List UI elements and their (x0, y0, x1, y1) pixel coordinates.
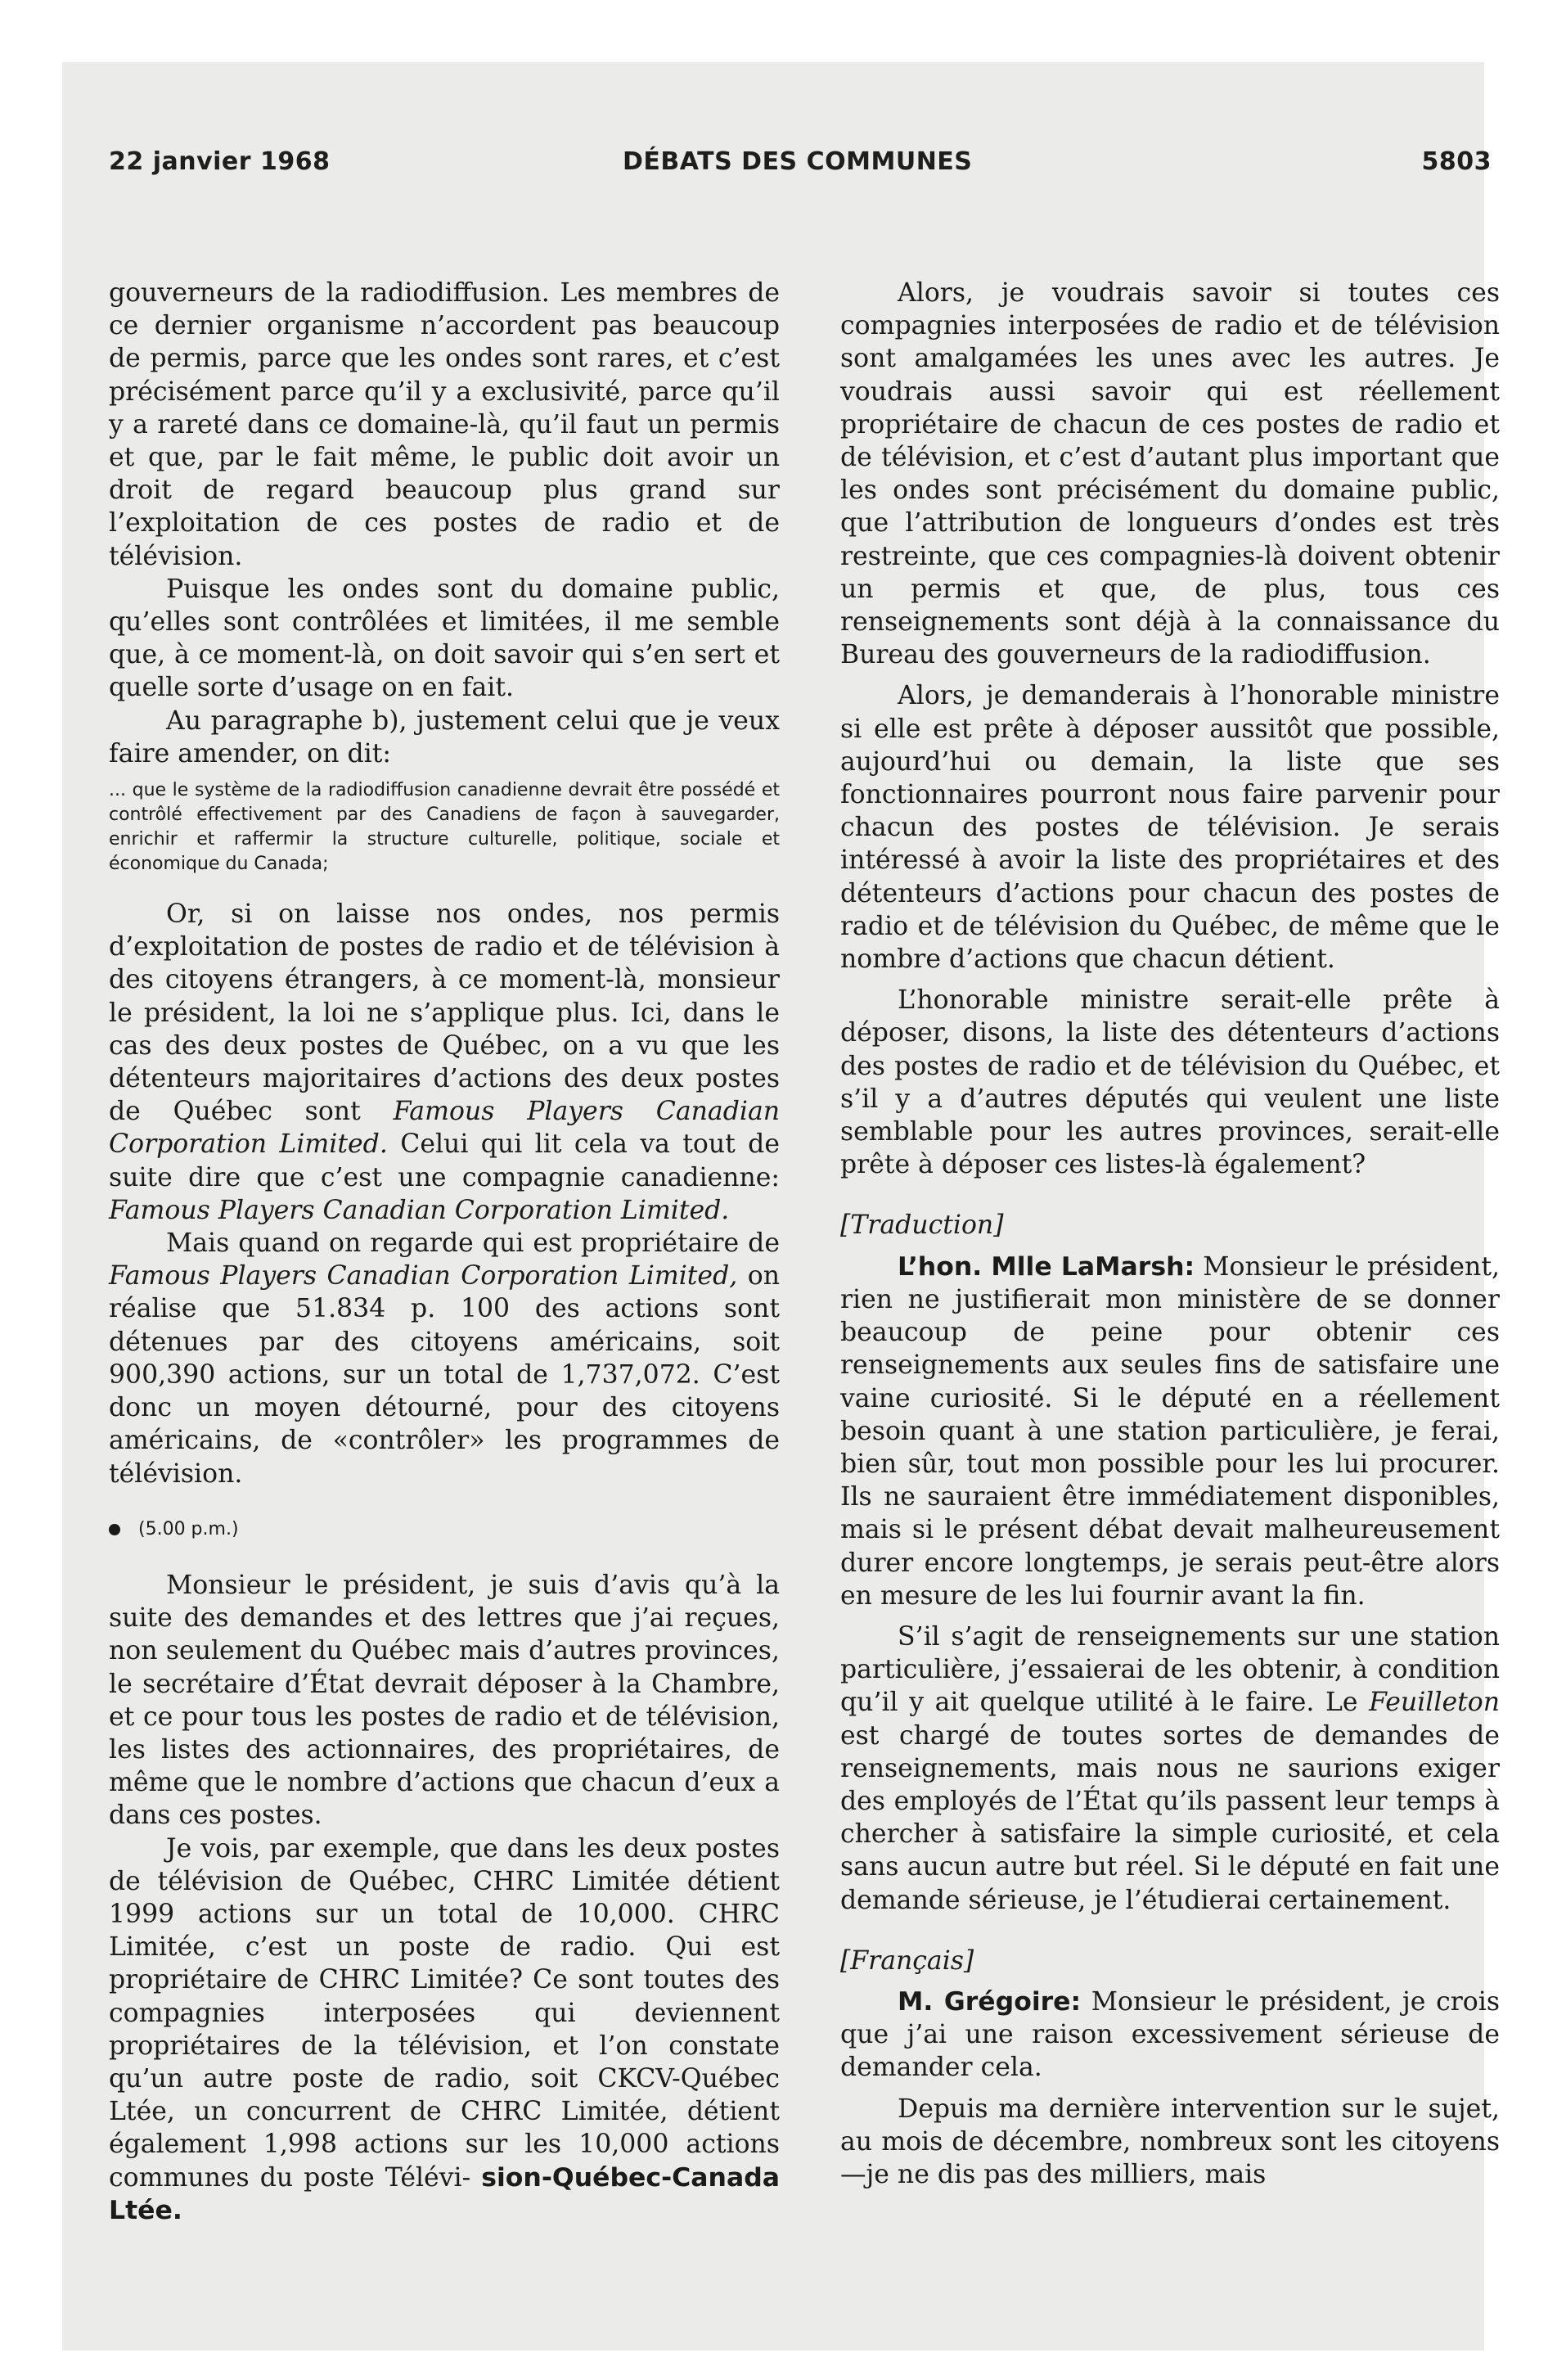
paragraph-text: est chargé de toutes sortes de demandes de renseignements, mais nous ne saurions exiger des employés de l’État qu’ils passent leur temps à chercher à satisfaire la simple curiosité, et cela sans aucun autre but réel. Si le député en fait une demande sérieuse, je l’étudierai certainement. (840, 1720, 1500, 1915)
translation-rubric: [Traduction] (840, 1210, 1004, 1241)
right-column (840, 277, 1500, 2191)
paragraph-text: Celui qui lit cela va tout de suite dire que c’est une compagnie canadienne: (109, 1129, 780, 1192)
page-header (109, 147, 1492, 196)
speaker-name: L’hon. Mlle LaMarsh: (898, 1251, 1195, 1282)
speaker-name: M. Grégoire: (898, 1986, 1082, 2017)
paragraph-text: Monsieur le président, rien ne justifierait mon ministère de se donner beaucoup de peine pour obtenir ces renseignements aux seules fins de satisfaire une vaine curiosité. Si le député en a réellement besoin quant à une station particulière, je ferai, bien sûr, tout mon possible pour les lui procurer. Ils ne sauraient être immédiatement disponibles, mais si le présent débat devait malheureusement durer encore longtemps, je serais peut-être alors en mesure de les lui fournir avant la fin. (840, 1251, 1500, 1611)
header-date: 22 janvier 1968 (109, 147, 331, 176)
paragraph (109, 1832, 780, 2227)
paragraph-text: Or, si on laisse nos ondes, nos permis d’exploitation de postes de radio et de télévision à des citoyens étrangers, à ce moment-là, monsieur le président, la loi ne s’applique plus. Ici, dans le cas des deux postes de Québec, on a vu que les détenteurs majoritaires d’actions des deux postes de Québec sont (109, 899, 780, 1127)
quotation-text: ... que le système de la radiodiffusion canadienne devrait être possédé et contrôlé effectivement par des Canadiens de façon à sauvegarder, enrichir et raffermir la structure culturelle, politique, sociale et économique du Canada; (109, 780, 780, 875)
paragraph (840, 1620, 1500, 1917)
bullet-icon (109, 1524, 120, 1535)
italic-company-name: Famous Players Canadian Corporation Limited. (109, 1097, 781, 1160)
paragraph: Au paragraphe b), justement celui que je veux faire amender, on dit: (109, 705, 780, 769)
paragraph (840, 1251, 1500, 1612)
paragraph-text-end: sion-Québec-Canada Ltée. (109, 2162, 781, 2225)
paragraph-text: Mais quand on regarde qui est propriétaire de (166, 1228, 780, 1259)
language-rubric: [Français] (840, 1945, 974, 1976)
header-page-number: 5803 (1421, 147, 1492, 176)
paragraph-text: Monsieur le président, je crois que j’ai une raison excessivement sérieuse de demander cela. (840, 1986, 1501, 2083)
header-title: DÉBATS DES COMMUNES (623, 147, 973, 176)
time-text: (5.00 p.m.) (138, 1518, 239, 1539)
italic-company-name: Famous Players Canadian Corporation Limited. (109, 1195, 730, 1225)
paragraph-text: on réalise que 51.834 p. 100 des actions sont détenues par des citoyens américains, soit 900,390 actions, sur un total de 1,737,072. C’est donc un moyen détourné, pour des citoyens américains, de «contrôler» les programmes de télévision. (109, 1261, 781, 1489)
paragraph: Puisque les ondes sont du domaine public, qu’elles sont contrôlées et limitées, il me semble que, à ce moment-là, on doit savoir qui s’en sert et quelle sorte d’usage on en fait. (109, 574, 780, 703)
left-column (109, 277, 780, 2227)
time-marker (109, 1513, 780, 1546)
paragraph (109, 1227, 780, 1490)
quotation (109, 778, 780, 877)
paragraph-text: S’il s’agit de renseignements sur une station particulière, j’essaierai de les obtenir, à condition qu’il y ait quelque utilité à le faire. Le (840, 1621, 1500, 1718)
paragraph-text: Je vois, par exemple, que dans les deux postes de télévision de Québec, CHRC Limitée détient 1999 actions sur un total de 10,000. CHRC Limitée, c’est un poste de radio. Qui est propriétaire de CHRC Limitée? Ce sont toutes des compagnies interposées qui deviennent propriétaires de la télévision, et l’on constate qu’un autre poste de radio, soit CKCV-Québec Ltée, un concurrent de CHRC Limitée, détient également 1,998 actions sur les 10,000 actions communes du poste Télévi- (109, 1833, 780, 2193)
italic-term: Feuilleton (1369, 1688, 1500, 1718)
paragraph (109, 898, 780, 1227)
page-sheet (62, 62, 1501, 2351)
italic-company-name: Famous Players Canadian Corporation Limited, (109, 1261, 738, 1291)
paragraph (840, 1986, 1500, 2085)
paragraph: Alors, je voudrais savoir si toutes ces compagnies interposées de radio et de télévision sont amalgamées les unes avec les autres. Je voudrais aussi savoir qui est réellement propriétaire de chacun de ces postes de radio et de télévision, et c’est d’autant plus important que les ondes sont précisément du domaine public, que l’attribution de longueurs d’ondes est très restreinte, que ces compagnies-là doivent obtenir un permis et que, de plus, tous ces renseignements sont déjà à la connaissance du Bureau des gouverneurs de la radiodiffusion. (840, 278, 1500, 670)
paragraph: L’honorable ministre serait-elle prête à déposer, disons, la liste des détenteurs d’actions des postes de radio et de télévision du Québec, et s’il y a d’autres députés qui veulent une liste semblable pour les autres provinces, serait-elle prête à déposer ces listes-là également? (840, 985, 1500, 1180)
paragraph: gouverneurs de la radiodiffusion. Les membres de ce dernier organisme n’accordent pas beaucoup de permis, parce que les ondes sont rares, et c’est précisément parce qu’il y a exclusivité, parce qu’il y a rareté dans ce domaine-là, qu’il faut un permis et que, par le fait même, le public doit avoir un droit de regard beaucoup plus grand sur l’exploitation de ces postes de radio et de télévision. (109, 278, 780, 571)
paragraph: Alors, je demanderais à l’honorable ministre si elle est prête à déposer aussitôt que possible, aujourd’hui ou demain, la liste que ses fonctionnaires pourront nous faire parvenir pour chacun des postes de télévision. Je serais intéressé à avoir la liste des propriétaires et des détenteurs d’actions pour chacun des postes de radio et de télévision du Québec, de même que le nombre d’actions que chacun détient. (840, 681, 1500, 975)
paragraph: Depuis ma dernière intervention sur le sujet, au mois de décembre, nombreux sont les citoyens—je ne dis pas des milliers, mais (840, 2094, 1500, 2189)
paragraph: Monsieur le président, je suis d’avis qu’à la suite des demandes et des lettres que j’ai reçues, non seulement du Québec mais d’autres provinces, le secrétaire d’État devrait déposer à la Chambre, et ce pour tous les postes de radio et de télévision, les listes des actionnaires, des propriétaires, de même que le nombre d’actions que chacun d’eux a dans ces postes. (109, 1570, 780, 1831)
